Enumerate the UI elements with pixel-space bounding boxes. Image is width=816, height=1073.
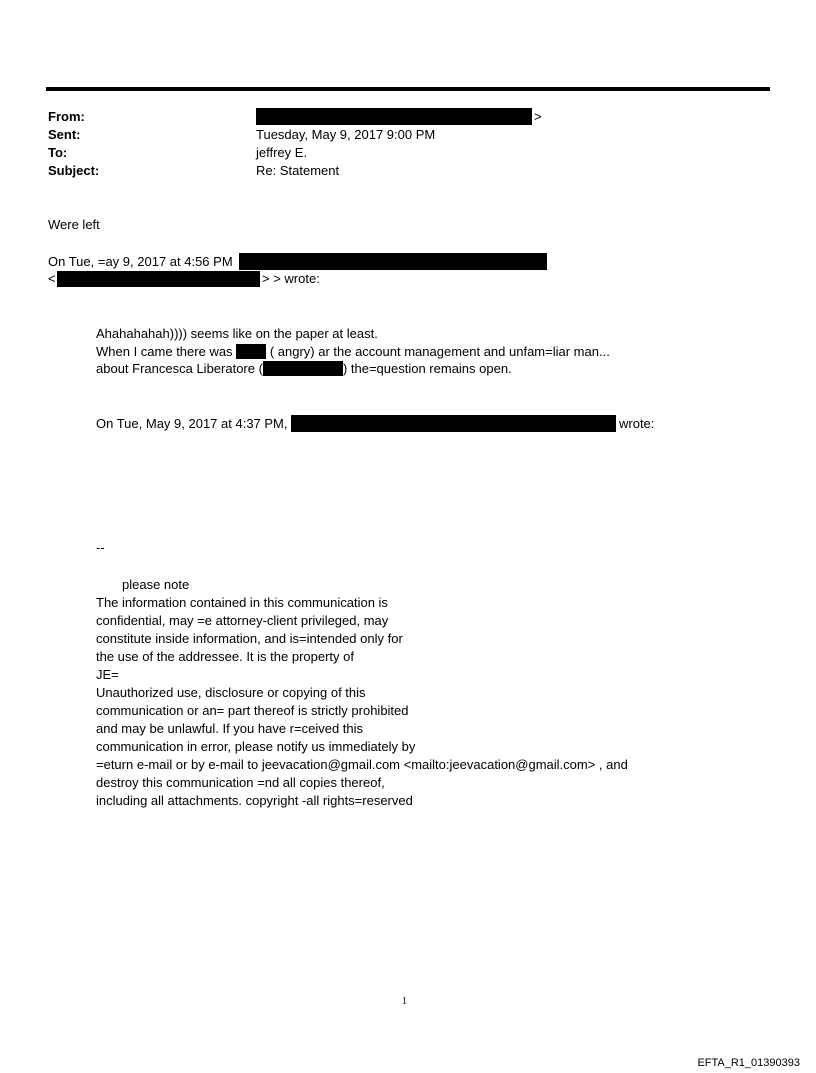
reply-text: Were left: [48, 217, 100, 232]
quote2-redaction: [291, 415, 616, 432]
page-number: 1: [402, 996, 407, 1007]
disclaimer-line: destroy this communication =nd all copies thereof,: [96, 775, 385, 790]
message-line-3: about Francesca Liberatore ( ) the=question remains open.: [96, 361, 512, 376]
quote1-line2-suffix: > > wrote:: [262, 271, 320, 286]
quote1-line1: On Tue, =ay 9, 2017 at 4:56 PM: [48, 254, 233, 269]
to-value: jeffrey E.: [256, 145, 308, 160]
disclaimer-line: Unauthorized use, disclosure or copying of this: [96, 685, 366, 700]
from-suffix: >: [534, 109, 542, 124]
quote1-redaction-2: [57, 271, 260, 287]
quote2-prefix: On Tue, May 9, 2017 at 4:37 PM,: [96, 416, 288, 431]
document-id: EFTA_R1_01390393: [697, 1057, 800, 1069]
disclaimer-line: JE=: [96, 667, 119, 682]
from-redaction: [256, 108, 532, 125]
message-line-1: Ahahahahah)))) seems like on the paper at least.: [96, 326, 378, 341]
quote1-redaction-1: [239, 253, 547, 270]
inline-redaction-1: [236, 344, 266, 359]
from-label: From:: [48, 109, 85, 124]
disclaimer-line: communication in error, please notify us immediately by: [96, 739, 416, 754]
disclaimer-line: communication or an= part thereof is strictly prohibited: [96, 703, 409, 718]
quote1-line2-prefix: <: [48, 271, 56, 286]
disclaimer-line: The information contained in this communication is: [96, 595, 388, 610]
disclaimer-line: including all attachments. copyright -all rights=reserved: [96, 793, 413, 808]
disclaimer-line: the use of the addressee. It is the property of: [96, 649, 354, 664]
sent-label: Sent:: [48, 127, 81, 142]
to-label: To:: [48, 145, 68, 160]
message-line-2: When I came there was ( angry) ar the account management and unfam=liar man...: [96, 344, 610, 359]
disclaimer-line: and may be unlawful. If you have r=ceived this: [96, 721, 364, 736]
subject-value: Re: Statement: [256, 163, 340, 178]
header-rule: [46, 87, 770, 91]
disclaimer-line: confidential, may =e attorney-client privileged, may: [96, 613, 389, 628]
disclaimer-title: please note: [122, 577, 190, 592]
subject-label: Subject:: [48, 163, 100, 178]
disclaimer-line: =eturn e-mail or by e-mail to jeevacation@gmail.com <mailto:jeevacation@gmail.com> , and: [96, 757, 628, 772]
signature-separator: --: [96, 540, 105, 555]
disclaimer-line: constitute inside information, and is=intended only for: [96, 631, 403, 646]
inline-redaction-2: [263, 361, 343, 376]
sent-value: Tuesday, May 9, 2017 9:00 PM: [256, 127, 436, 142]
quote2-suffix: wrote:: [619, 416, 655, 431]
